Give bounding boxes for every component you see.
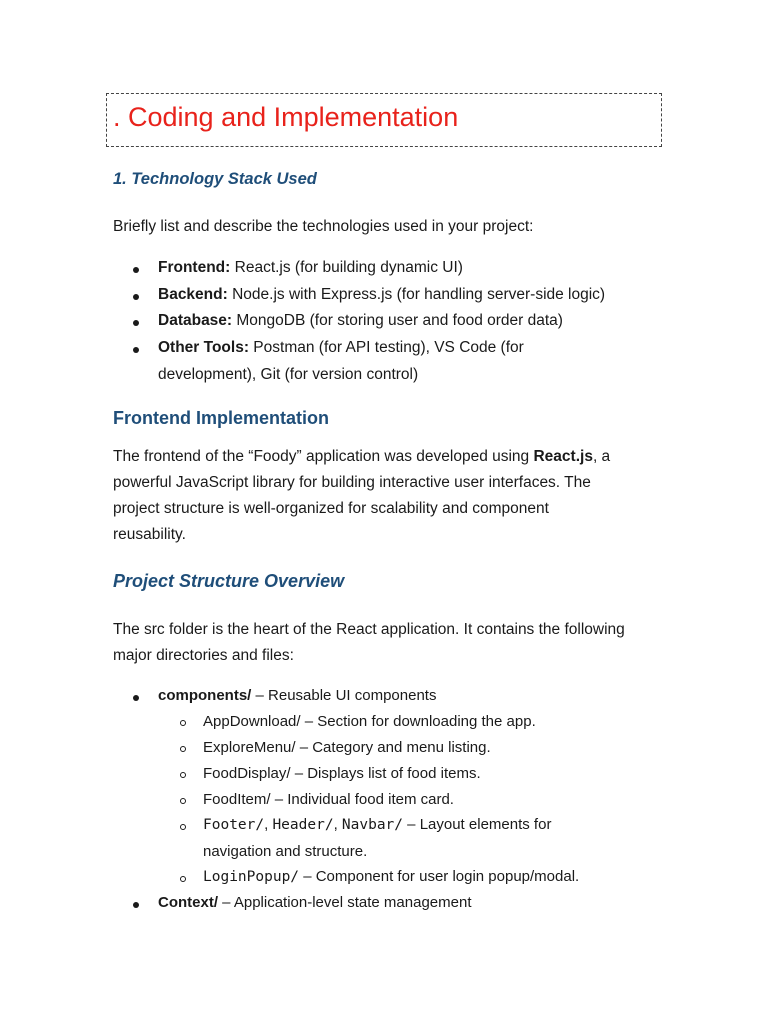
sub-list-item: AppDownload/ – Section for downloading the app. [203,713,536,730]
tech-stack-intro: Briefly list and describe the technologies used in your project: [113,218,534,235]
paragraph-line: The frontend of the “Foody” application was developed using React.js, a [113,448,611,465]
list-item-backend [158,286,605,304]
list-item-label: Backend: [158,286,228,303]
structure-paragraph [113,617,653,669]
sub-list-item-layout: Footer/, Header/, Navbar/ – Layout elements for [203,816,552,833]
section-heading-structure: Project Structure Overview [113,571,345,591]
sub-bullet-icon [180,772,186,778]
list-item-context [158,894,471,911]
sub-bullet-icon [180,876,186,882]
list-item-components [158,687,436,704]
paragraph-line: reusability. [113,526,186,543]
frontend-paragraph [113,444,653,548]
list-item-text: React.js (for building dynamic UI) [230,259,463,276]
sub-list-item: FoodDisplay/ – Displays list of food items. [203,765,481,782]
sub-list-item-continuation: navigation and structure. [203,843,368,860]
list-item-text: Node.js with Express.js (for handling server-side logic) [227,286,606,303]
list-item-continuation: development), Git (for version control) [158,366,419,383]
paragraph-line: project structure is well-organized for scalability and component [113,500,549,517]
title-box [106,93,662,147]
bullet-icon [133,294,139,300]
list-item-frontend [158,259,463,277]
list-item-label: components/ [158,687,252,704]
sub-bullet-icon [180,798,186,804]
sub-list-item: FoodItem/ – Individual food item card. [203,791,454,808]
bullet-icon [133,695,139,701]
section-heading-frontend: Frontend Implementation [113,408,329,428]
paragraph-line: The src folder is the heart of the React application. It contains the following [113,621,625,638]
list-item-text: – Application-level state management [218,894,472,911]
section-heading-tech-stack: 1. Technology Stack Used [113,170,317,188]
list-item-text: MongoDB (for storing user and food order data) [232,312,563,329]
list-item-label: Other Tools: [158,339,249,356]
bullet-icon [133,902,139,908]
sub-bullet-icon [180,720,186,726]
page-title: . Coding and Implementation [113,102,459,132]
list-item-label: Database: [158,312,233,329]
list-item-label: Context/ [158,894,218,911]
bullet-icon [133,347,139,353]
list-item-label: Frontend: [158,259,231,276]
sub-list-item: ExploreMenu/ – Category and menu listing. [203,739,491,756]
sub-list-item-login: LoginPopup/ – Component for user login popup/modal. [203,868,580,885]
list-item-other-tools [158,339,524,357]
list-item-text: – Reusable UI components [251,687,437,704]
sub-bullet-icon [180,824,186,830]
paragraph-line: major directories and files: [113,647,294,664]
bullet-icon [133,320,139,326]
bullet-icon [133,267,139,273]
list-item-text: Postman (for API testing), VS Code (for [249,339,524,356]
list-item-database [158,312,563,330]
paragraph-line: powerful JavaScript library for building interactive user interfaces. The [113,474,591,491]
sub-bullet-icon [180,746,186,752]
